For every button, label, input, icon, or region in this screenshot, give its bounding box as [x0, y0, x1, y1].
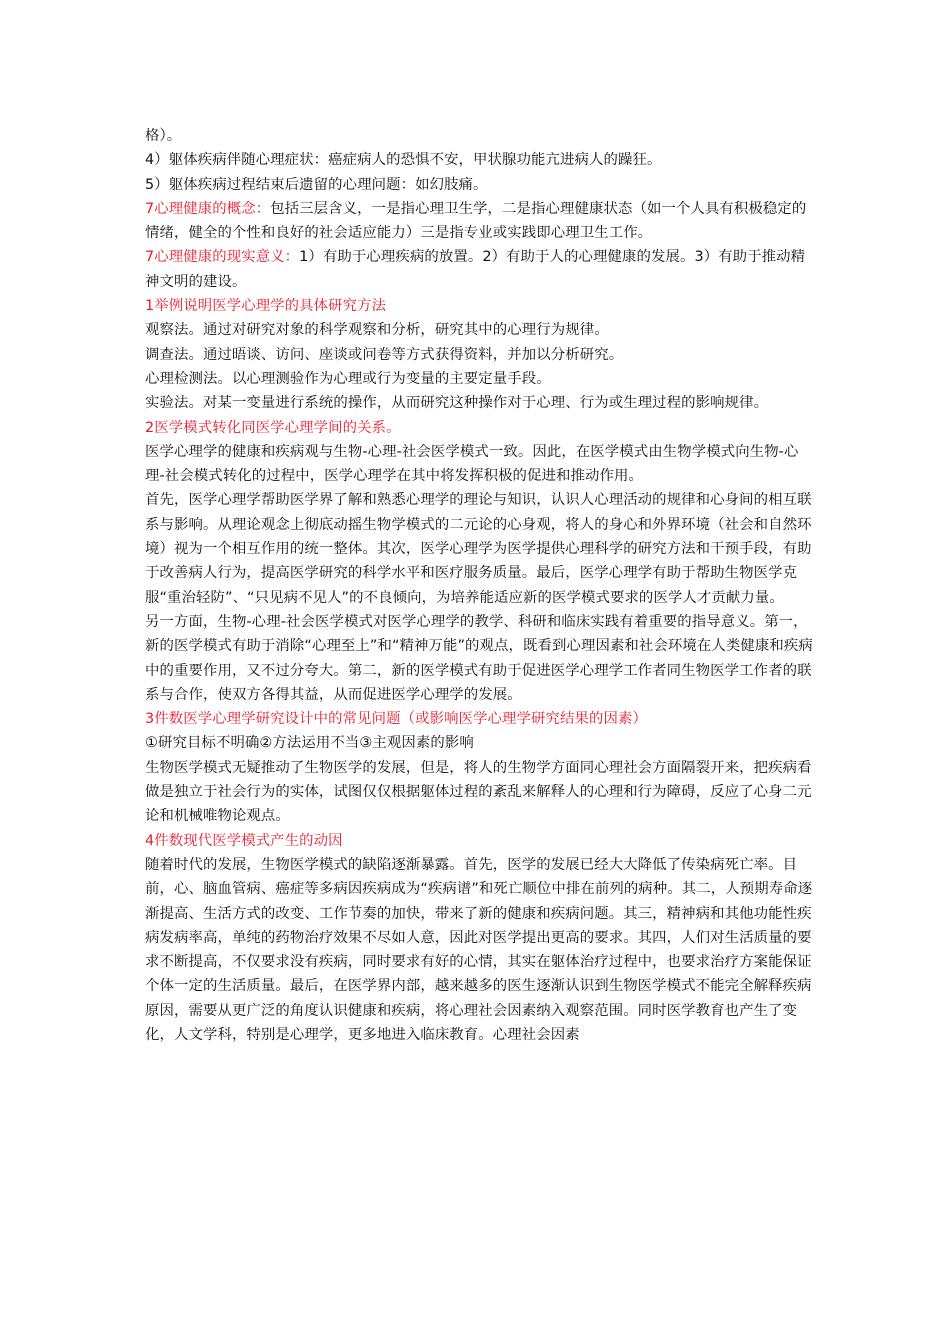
paragraph-testing-method: 心理检测法。以心理测验作为心理或行为变量的主要定量手段。 [145, 370, 551, 387]
paragraph-text: 包括三层含义，一是指心理卫生学，二是指心理健康状态（如一个人具有积极稳定的情绪，健全的个性和良好的社会适应能力）三是指专业或实践即心理卫生工作。 [145, 200, 807, 242]
paragraph-text: 另一方面，生物-心理-社会医学模式对医学心理学的教学、科研和临床实践有着重要的指导意义。第一，新的医学模式有助于消除“心理至上”和“精神万能”的观点，既看到心理因素和社会环境在人类健康和疾病中的重要作用，又不过分夸大。第二，新的医学模式有助于促进医学心理学工作者同生物医学工作者的联系与合作，使双方各得其益，从而促进医学心理学的发展。 [145, 613, 813, 703]
paragraph-text: 首先，医学心理学帮助医学界了解和熟悉心理学的理论与知识，认识人心理活动的规律和心身间的相互联系与影响。从理论观念上彻底动摇生物学模式的二元论的心身观，将人的身心和外界环境（社会和自然环境）视为一个相互作用的统一整体。其次，医学心理学为医学提供心理科学的研究方法和干预手段，有助于改善病人行为，提高医学研究的科学水平和医疗服务质量。最后，医学心理学有助于帮助生物医学克服“重治轻防”、“只见病不见人”的不良倾向，为培养能适应新的医学模式要求的医学人才贡献力量。 [145, 492, 812, 606]
paragraph-continuation: 格）。 [145, 128, 182, 144]
section-heading-1: 1举例说明医学心理学的具体研究方法 [145, 298, 387, 315]
inline-heading-mental-health-concept: 7心理健康的概念： [145, 200, 271, 217]
paragraph-mental-health-concept [145, 197, 815, 246]
paragraph-mental-health-significance [145, 245, 815, 294]
paragraph-text: 医学心理学的健康和疾病观与生物-心理-社会医学模式一致。因此，在医学模式由生物学模式向生物-心理-社会模式转化的过程中，医学心理学在其中将发挥积极的促进和推动作用。 [145, 443, 799, 485]
document-body [145, 124, 815, 1047]
section-heading-2: 2医学模式转化同医学心理学间的关系。 [145, 419, 401, 436]
paragraph-text: ①研究目标不明确②方法运用不当③主观因素的影响 [145, 735, 474, 752]
paragraph-observation-method: 观察法。通过对研究对象的科学观察和分析，研究其中的心理行为规律。 [145, 322, 609, 339]
paragraph-experiment-method: 实验法。对某一变量进行系统的操作，从而研究这种操作对于心理、行为或生理过程的影响规律。 [145, 395, 769, 412]
paragraph-survey-method: 调查法。通过晤谈、访问、座谈或问卷等方式获得资料，并加以分析研究。 [145, 346, 624, 363]
paragraph-text: 生物医学模式无疑推动了生物医学的发展，但是，将人的生物学方面同心理社会方面隔裂开来，把疾病看做是独立于社会行为的实体，试图仅仅根据躯体过程的紊乱来解释人的心理和行为障碍，反应了心身二元论和机械唯物论观点。 [145, 759, 812, 825]
paragraph-text: 随着时代的发展，生物医学模式的缺陷逐渐暴露。首先，医学的发展已经大大降低了传染病死亡率。目前，心、脑血管病、癌症等多病因疾病成为“疾病谱”和死亡顺位中排在前列的病种。其二，人预期寿命逐渐提高、生活方式的改变、工作节奏的加快，带来了新的健康和疾病问题。其三，精神病和其他功能性疾病发病率高，单纯的药物治疗效果不尽如人意，因此对医学提出更高的要求。其四，人们对生活质量的要求不断提高，不仅要求没有疾病，同时要求有好的心情，其实在躯体治疗过程中，也要求治疗方案能保证个体一定的生活质量。最后，在医学界内部，越来越多的医生逐渐认识到生物医学模式不能完全解释疾病原因，需要从更广泛的角度认识健康和疾病，将心理社会因素纳入观察范围。同时医学教育也产生了变化，人文学科，特别是心理学，更多地进入临床教育。心理社会因素 [145, 856, 813, 1043]
section-heading-4: 4件数现代医学模式产生的动因 [145, 832, 343, 849]
list-item-4: 4）躯体疾病伴随心理症状：癌症病人的恐惧不安，甲状腺功能亢进病人的躁狂。 [145, 152, 662, 169]
section-heading-3: 3件数医学心理学研究设计中的常见问题（或影响医学心理学研究结果的因素） [145, 711, 647, 728]
inline-heading-mental-health-significance: 7心理健康的现实意义： [145, 249, 300, 266]
paragraph-text: 1）有助于心理疾病的放置。2）有助于人的心理健康的发展。3）有助于推动精神文明的建设。 [145, 249, 806, 290]
list-item-5: 5）躯体疾病过程结束后遗留的心理问题：如幻肢痛。 [145, 176, 488, 193]
